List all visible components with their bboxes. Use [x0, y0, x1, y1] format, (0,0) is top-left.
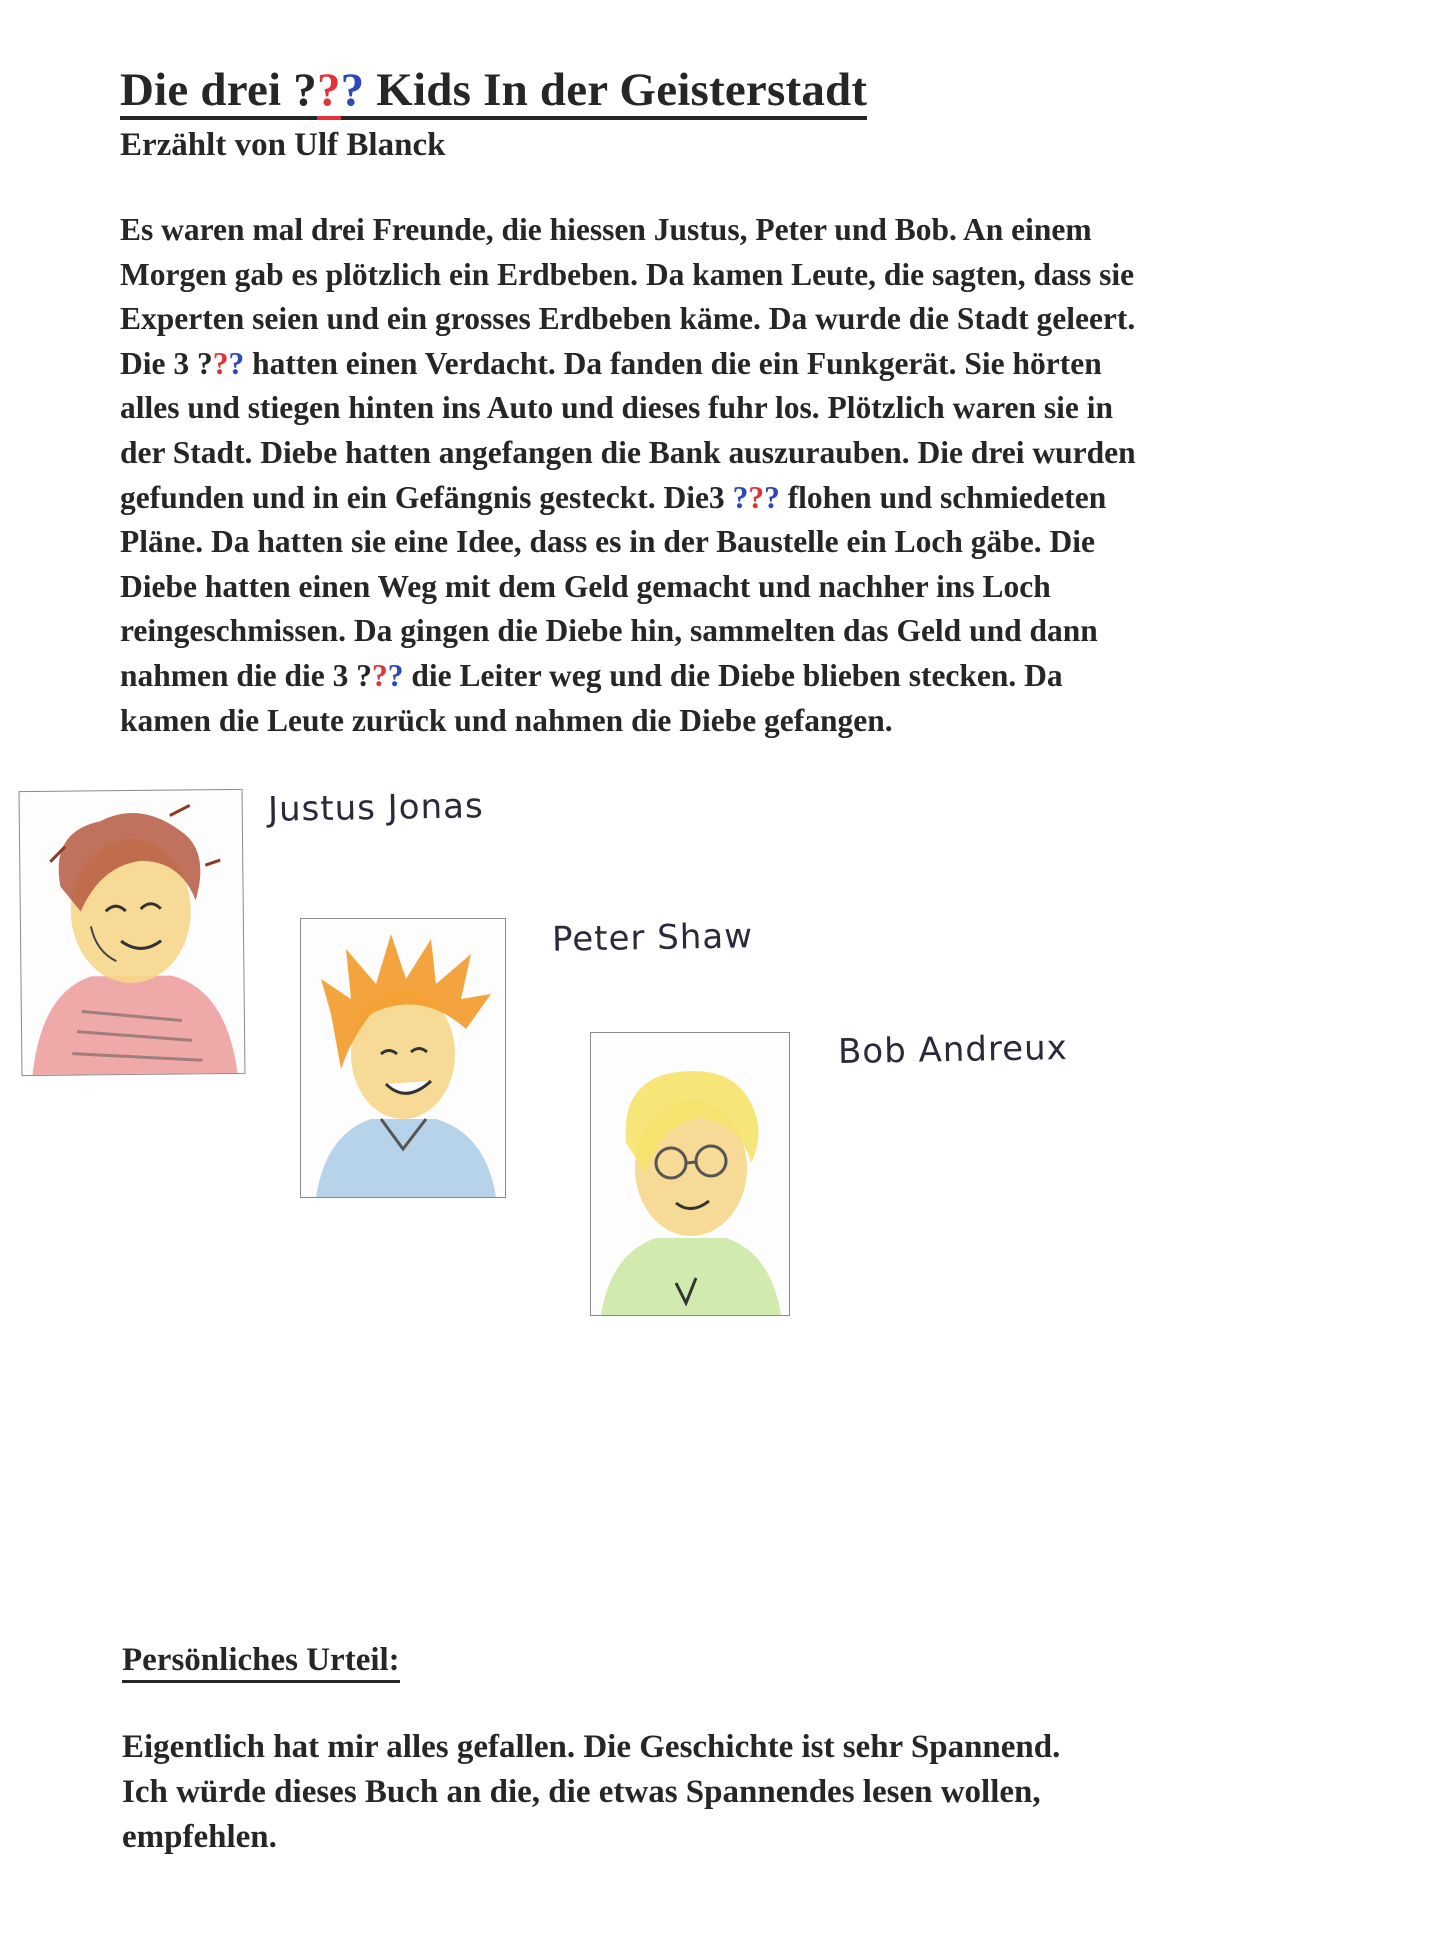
title-part-1: Die drei	[120, 64, 293, 120]
story-line: kamen die Leute zurück und nahmen die Diebe gefangen.	[120, 702, 893, 738]
title-question-mark-3: ?	[341, 64, 365, 120]
question-mark: ?	[228, 345, 245, 381]
story-line: Es waren mal drei Freunde, die hiessen Justus, Peter und Bob. An einem	[120, 212, 1092, 247]
peter-portrait-drawing	[300, 918, 506, 1198]
story-text: nahmen die die 3	[120, 657, 349, 693]
story-text: Die 3	[120, 345, 197, 381]
story-line: Morgen gab es plötzlich ein Erdbeben. Da kamen Leute, die sagten, dass sie	[120, 256, 1135, 292]
justus-portrait-drawing	[19, 789, 246, 1076]
opinion-line: Ich würde dieses Buch an die, die etwas Spannendes lesen wollen,	[122, 1774, 1041, 1810]
question-mark: ?	[748, 479, 765, 515]
title-question-mark-2: ?	[317, 64, 341, 120]
story-line: reingeschmissen. Da gingen die Diebe hin, sammelten das Geld und dann	[120, 613, 1098, 649]
opinion-heading: Persönliches Urteil:	[122, 1640, 400, 1683]
story-line	[120, 342, 1410, 387]
bob-name-label: Bob Andreux	[837, 1027, 1069, 1073]
story-line	[120, 476, 1410, 521]
story-text: flohen und schmiedeten	[787, 479, 1107, 515]
question-mark: ?	[212, 345, 229, 381]
book-title	[120, 62, 867, 118]
opinion-paragraph	[122, 1725, 1412, 1860]
question-mark: ?	[372, 657, 388, 693]
peter-sketch	[301, 919, 505, 1197]
justus-sketch	[20, 790, 245, 1075]
question-mark: ?	[356, 657, 373, 693]
question-mark: ?	[196, 345, 213, 381]
story-line: Diebe hatten einen Weg mit dem Geld gemacht und nachher ins Loch	[120, 568, 1051, 604]
question-mark: ?	[732, 479, 749, 515]
opinion-line: empfehlen.	[122, 1819, 277, 1855]
title-question-mark-1: ?	[293, 64, 317, 120]
justus-name-label: Justus Jonas	[267, 786, 484, 830]
question-mark: ?	[764, 479, 780, 515]
bob-sketch	[591, 1033, 789, 1315]
story-text: gefunden und in ein Gefängnis gesteckt. Die3	[120, 479, 725, 515]
story-text: die Leiter weg und die Diebe blieben stecken. Da	[411, 657, 1063, 693]
peter-name-label: Peter Shaw	[551, 916, 754, 960]
story-line: alles und stiegen hinten ins Auto und dieses fuhr los. Plötzlich waren sie in	[120, 390, 1114, 426]
story-line: Pläne. Da hatten sie eine Idee, dass es in der Baustelle ein Loch gäbe. Die	[120, 524, 1096, 560]
author-line: Erzählt von Ulf Blanck	[120, 127, 446, 163]
story-line: Experten seien und ein grosses Erdbeben käme. Da wurde die Stadt geleert.	[120, 301, 1136, 337]
opinion-line: Eigentlich hat mir alles gefallen. Die Geschichte ist sehr Spannend.	[122, 1729, 1061, 1765]
question-mark: ?	[387, 657, 404, 693]
story-paragraph	[120, 208, 1410, 743]
title-part-2: Kids In der Geisterstadt	[364, 64, 867, 120]
story-text: hatten einen Verdacht. Da fanden die ein Funkgerät. Sie hörten	[252, 345, 1102, 381]
bob-portrait-drawing	[590, 1032, 790, 1316]
story-line	[120, 654, 1410, 699]
story-line: der Stadt. Diebe hatten angefangen die Bank auszurauben. Die drei wurden	[120, 434, 1136, 470]
